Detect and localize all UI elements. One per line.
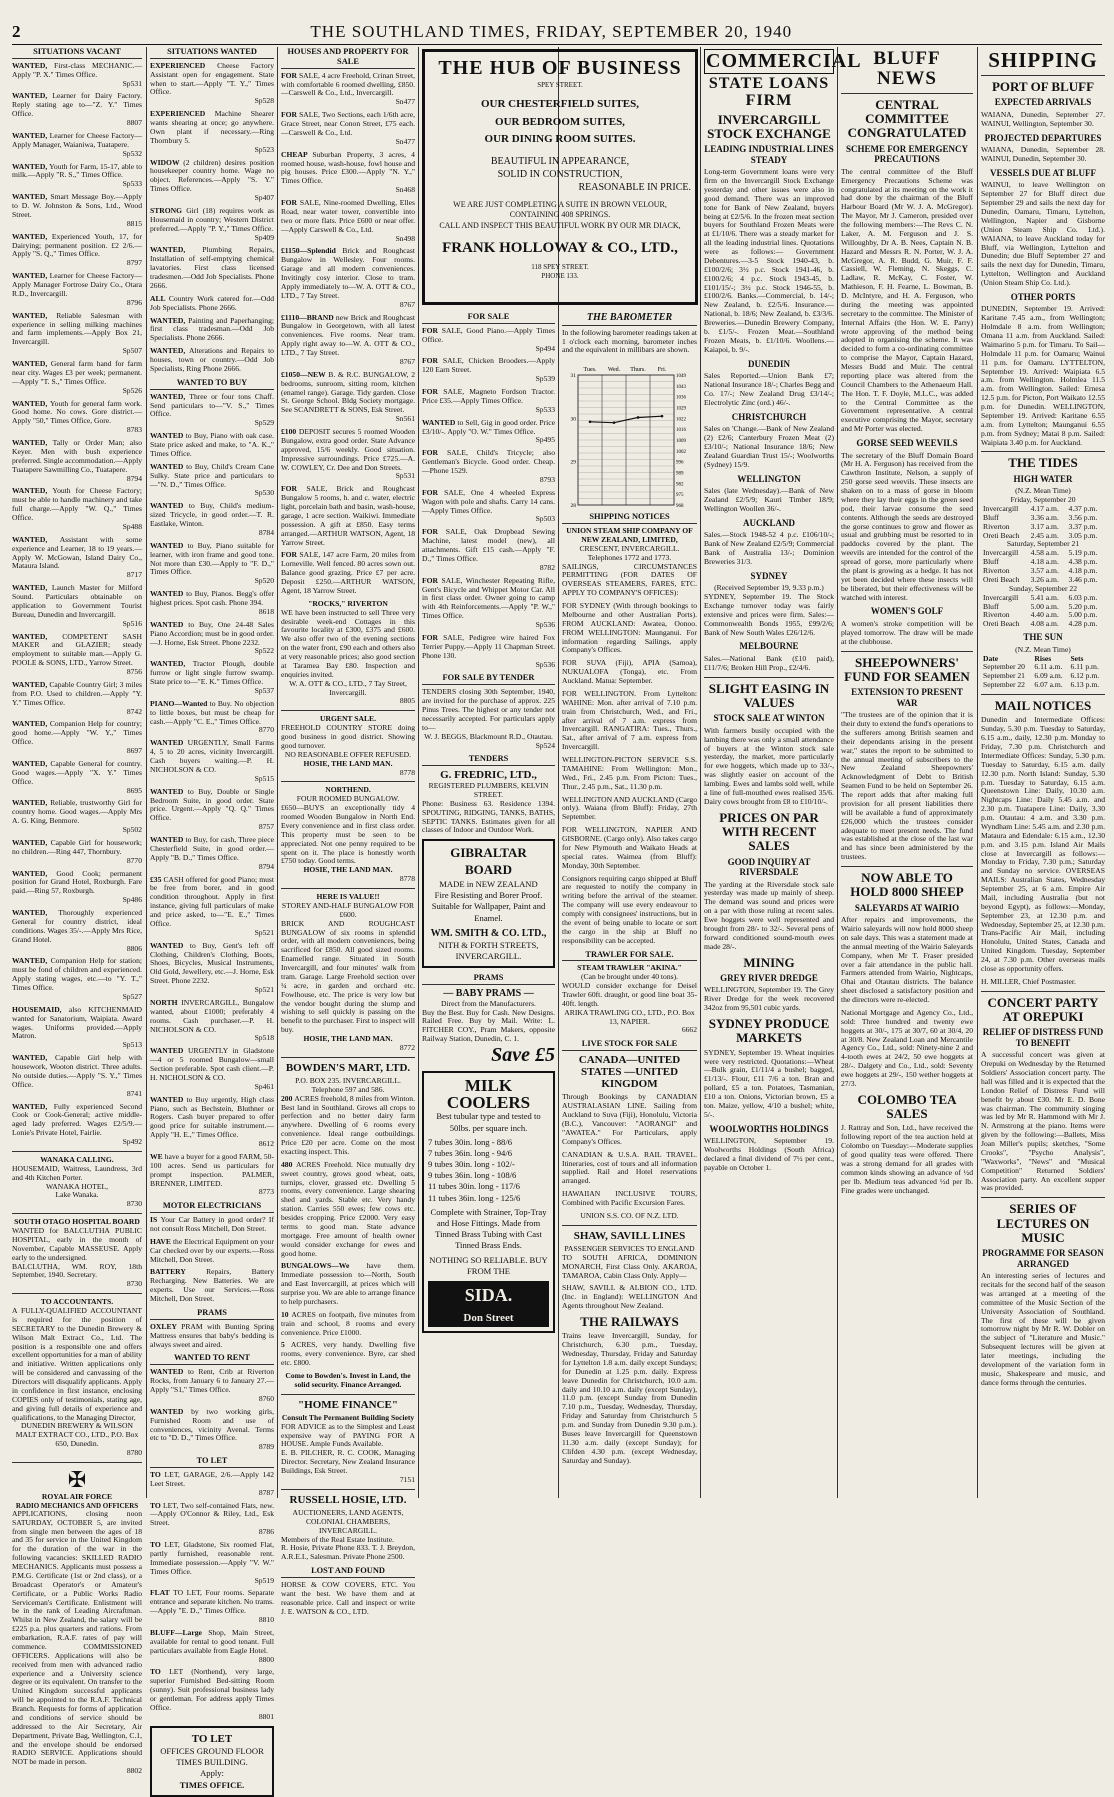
classified-ad: WANTED, Smart Message Boy.—Apply to D. W. Johnston & Sons, Ltd., Wood Street. 8815 — [12, 192, 142, 228]
ad-title: RUSSELL HOSIE, LTD. — [289, 1493, 407, 1506]
millibar-label: 1022 — [676, 417, 686, 423]
tide-row: Invercargill 4.17 a.m. 4.37 p.m. — [983, 503, 1098, 513]
sun-row: September 21 6.09 a.m. 6.12 p.m. — [983, 671, 1100, 681]
classified-ad: FOR SALE, 147 acre Farm, 20 miles from Lorneville. Well fenced. 80 acres sown out. Balance good grazing. Price £7 per acre. Deposit £250.—ARTHUR WATSON, Agent, 18 Yarrow Street. — [281, 550, 415, 595]
ad-title: URGENT SALE. — [320, 714, 376, 724]
classified-ad: WANTED to Buy, Pianos. Begg's offer highest prices. Spot cash. Phone 394. 8618 — [150, 589, 275, 616]
hub-of-business-ad: THE HUB OF BUSINESS SPEY STREET. OUR CHESTERFIELD SUITES, OUR BEDROOM SUITES, OUR DINING ROOM SUITES. BEAUTIFUL IN APPEARANCE, SOLID IN CONSTRUCTION, REASONABLE IN PRICE. WE ARE JUST COMPLETING A SUITE IN BROWN VELOUR, CONTAINING 408 SPRINGS. CALL AND INSPECT THIS BEAUTIFUL WORK BY OUR MR DIACK, FRANK HOLLOWAY & CO., LTD., 118 SPEY STREET. PHONE 133. — [422, 47, 698, 309]
classified-ad: £1150—Splendid Brick and Roughcast Bungalow in Wellesley. Four rooms. Garage and all modern conveniences. Invitingly cosy interior. Close to tram. Apply immediately to—W. A. OTT & CO., LTD., 7 Tay Street. 8767 — [281, 246, 415, 309]
day-label: Wed. — [607, 367, 621, 374]
day-label: Tues. — [583, 367, 597, 374]
section-heading: LOST AND FOUND — [281, 1566, 415, 1578]
column-commercial: COMMERCIAL STATE LOANS FIRM INVERCARGILL STOCK EXCHANGE LEADING INDUSTRIAL LINES STEADY Long-term Government loans were very firm on the Invercargill Stock Exchange yesterday and other issues were also in good demand. There was an improved tone for Bank of New Zealand, buyers being at £2/5/6. In the frozen meat section buyers for Southland Frozen Meats were at £1/10/6. There was a steady market for all the leading industrial lines. Quotations were as follows:— Government Debentures.—3-5 Stock 1940-43, b. £100/2/6; 3½ p.c. Stock 1941-46, b. £100/2/6; 4 p.c. Stock 1943-45, b. £101/15/-; 3½ p.c. Stock 1946-55, b. £100/2/6. Banks.—Commercial, b. 14/-; New Zealand, b. £2/5/6. Insurance.—National, b. 18/6; New Zealand, b. £3/3/6. Breweries.—Dunedin Brewery Company, b. £1/5/-. Frozen Meat.—Southland Frozen Meats, b. £1/10/6. Woollens.—Kaiapoi, b. 9/-. DUNEDIN Sales Reported.—Union Bank £7; National Insurance 18/-; Charles Begg and Co. 17/-; New Zealand Drug £3/14/-; Electrolytic Zinc (ord.) 46/-. CHRISTCHURCH Sales on 'Change.—Bank of New Zealand (2) £2/6; Canterbury Frozen Meat (2) £3/10/-; National Insurance 18/6; New Zealand Guardian Trust 15/-; Woolworths (Sydney) 15/9. WELLINGTON Sales (late Wednesday).—Bank of New Zealand £2/5/9; Kauri Timber 18/9; Wellington Woollen 36/-. AUCKLAND Sales.—Stock 1948-52 4 p.c. £106/10/-; Bank of New Zealand £2/5/9; Commercial Bank of Australia 13/-; Dominion Breweries 31/3. SYDNEY (Received September 19, 9.33 p.m.) SYDNEY, September 19. The Stock Exchange turnover today was fairly extensive and prices were firm. Sales:—Commonwealth Bonds 1955, £99/2/6; Bank of New South Wales £26/12/6. MELBOURNE Sales.—National Bank (£10 paid), £11/7/6; Broken Hill Prop., £2/4/6. SLIGHT EASING IN VALUES STOCK SALE AT WINTON With farmers busily occupied with the lambing there was only a small attendance of buyers at the Winton stock sale yesterday, the market, more particularly for ewe hoggets, which made up to 33/-, was slightly easier on account of the lambing. Ewes and lambs sold well, while a line of full-mouthed ewes realised 35/6. Dairy cows brought from £8 to £10/10/-. PRICES ON PAR WITH RECENT SALES GOOD INQUIRY AT RIVERSDALE The yarding at the Riversdale stock sale yesterday was made up mainly of sheep. The demand was sound and prices were on a par with those ruling at recent sales. Ewe hoggets were well represented and brought from 28/- to 32/-. Several pens of forward conditioned sound-mouth ewes made 28/-. MINING GREY RIVER DREDGE WELLINGTON, September 19. The Grey River Dredge for the week recovered 342oz from 95,501 cubic yards. SYDNEY PRODUCE MARKETS SYDNEY, September 19. Wheat inquiries were very restricted. Quotations:—Wheat—Bulk grain, £1/11/4 a bushel; bagged, £1/13/-. Flour, £11 7/6 a ton. Bran and pollard, £5 a ton. Potatoes, Tasmanian, £10 a ton. Onions, Victorian brown, £5 a ton. Maize, yellow, 4/10 a bushel; white, 5/-. WOOLWORTHS HOLDINGS WELLINGTON, September 19. Woolworths Holdings (South Africa) declared a final dividend of 7½ per cent., payable on October 1. — [704, 50, 862, 1172]
column-bluff-news: BLUFF NEWS CENTRAL COMMITTEE CONGRATULATED SCHEME FOR EMERGENCY PRECAUTIONS The central committee of the Bluff Emergency Precautions Scheme was congratulated at its meeting on the work it had done by the chairman of the Bluff Harbour Board (Mr W. J. A. McGregor). The Mayor, Mr J. Cameron, presided over the following members:—The Revs C. N. Laker, A. M. Ferguson and J. S. Willoughby, Dr A. B. Nees, Captain N. B. Hazard and Messrs R. N. Porter, W. J. A. McGregor, A. R. Budd, G. Muir, F. F. Cassiell, W. Fleming, N. Skeggs, C. Ladlaw, R. McKay, C. Foster, W. Mathieson, F. H. Fearne, L. Bowman, B. D. McIntyre, and H. A. Ferguson, who during the meeting was appointed secretary to the committee. The Minister of Internal Affairs (the Hon. W. E. Parry) wrote approving of the method being adopted in organising the scheme. It was decided to form a co-ordinating committee to comprise the Mayor, Captain Hazard, Messrs Budd and Muir. The central reporting place was altered from the Council Chambers to the Athenaeum Hall. The Hon. T. F. Doyle, M.L.C., was added to the Central Committee as the Government representative. A central executive comprising the Mayor, secretary and Mr Porter was elected. GORSE SEED WEEVILS The secretary of the Bluff Domain Board (Mr H. A. Ferguson) has received from the Cawthron Institute, Nelson, a supply of 250 gorse seed weevils. These insects are shaken on to a mass of gorse in bloom where they lay their eggs in the green seed pod, their larvae consume the seed contents. Although the seeds are destroyed the gorse continues to grow and flower as usual and grubbing must be resorted to in paddocks covered by the plant. The weevils are intended for the control of the spread of gorse, more particularly where the plant is growing as a hedge. It has not yet been decided where these insects will be liberated, but their effectiveness will be watched with interest. WOMEN'S GOLF A women's stroke competition will be played tomorrow. The draw will be made at the clubhouse. SHEEPOWNERS' FUND FOR SEAMEN EXTENSION TO PRESENT WAR "The trustees are of the opinion that it is their duty to extend the fund's operations to the sufferers among British seamen and their dependants arising in the present war," states the report to be submitted to the annual meeting of subscribers to the New Zealand Sheepowners' Acknowledgment of Debt to British Seamen Fund to be held on September 26. The report adds that after making full provision for all present liabilities there will be available a fund of approximately £26,000 which the trustees consider adequate to meet present needs. The fund was established at the close of the last war and has since been administered by the trustees. NOW ABLE TO HOLD 8000 SHEEP SALEYARDS AT WAIRIO After repairs and improvements, the Wairio saleyards will now hold 8000 sheep on sale days. This was a statement made at the annual meeting of the Wairio Saleyards Company, when Mr T. Fraser presided over a fair attendance in the public hall. Farmers attended from Wairio, Nightcaps, Ohai and Otautau districts. The balance sheet disclosed a satisfactory position and the directors were re-elected. National Mortgage and Agency Co., Ltd., sold: Three hundred and twenty ewe hoggets at 30/-, 175 at 30/7, 60 at 30/4, 20 at 30/8. New Zealand Loan and Mercantile Agency Co., Ltd., sold: Ninety-nine 2 and 4-tooth ewes at 24/2, 50 ewe hoggets at 28/-. Dalgety and Co., Ltd., sold: Seventy ewe hoggets at 29/-, 150 wether hoggets at 27/3. COLOMBO TEA SALES J. Rattray and Son, Ltd., have received the following report of the tea auction held at Colombo on Tuesday:—Moderate supplies of good quality teas were offered. There was a strong demand for all grades with common kinds showing an advance of ½d per lb. Medium teas advanced ½d per lb. Fine grades were unchanged. — [841, 48, 973, 1195]
ad: HOUSEMAID, Waitress, Laundress, 3rd and 4th Kitchen Porter. WANAKA HOTEL, Lake Wanaka. 8730 — [12, 1163, 142, 1209]
classified-ad: WANTED, Companion Help for station; must be fond of children and experienced. Apply stating wages, etc.—to "Y. T.," Times Office. Sp527 — [12, 956, 142, 1001]
section-heading: SHIPPING NOTICES — [562, 512, 697, 524]
tide-row: Invercargill 5.41 a.m. 6.03 p.m. — [983, 592, 1098, 602]
section-heading: FOR SALE BY TENDER — [422, 673, 555, 685]
section-heading: PRAMS — [150, 1308, 274, 1320]
millibar-label: 982 — [676, 482, 684, 488]
classified-ad: WANTED to Buy, Child's Cream Cane Sulky. State price and particulars to—"N. D.," Times Office. Sp530 — [150, 461, 274, 498]
classified-ad: WANTED, Learner for Cheese Factory—Apply Manager Fortrose Dairy Co., Otara R.D., Invercargill. 8796 — [12, 271, 143, 307]
section-heading: TRAWLER FOR SALE. — [562, 950, 697, 962]
day-label: Fri. — [657, 367, 667, 374]
classified-ad: WANTED, Capable Girl help with housework, Wooton district. Three adults. No outside duties.—Apply "S. Y.," Times Office. 8741 — [12, 1053, 142, 1098]
sun-table: Date Rises Sets September 20 6.11 a.m. 6.11 p.m. September 21 6.09 a.m. 6.12 p.m. September 22 6.07 a.m. 6.13 p.m. — [981, 655, 1105, 691]
ad: TENDERS closing 30th September, 1940, are invited for the purchase of approx. 225 Pinus Trees. The highest or any tender not necessarily accepted. For particulars apply to— W. J. BEGGS, Blackmount R.D., Otautau. Sp524 — [422, 687, 555, 750]
inch-label: 28 — [570, 503, 576, 510]
classified-ad: NORTH INVERCARGILL, Bungalow wanted, about £1000; preferably 4 rooms. Cash purchaser.—P. H. NICHOLSON & CO. Sp518 — [150, 997, 275, 1043]
classified-ad: WANTED, Tally or Order Man; also Keyer. Men with bush experience preferred. Single accommodation.—Apply Tuatapere Sawmilling Co., Tuatapere. 8794 — [12, 438, 142, 483]
classified-ad: FOR SALE, Nine-roomed Dwelling, Elles Road, near water tower, convertible into two or more flats. Price £600 or near offer.—Apply Carswell & Co., Ltd. Sn498 — [281, 198, 415, 243]
classified-ad: WANTED, Launch Master for Milford Sound. Particulars obtainable on application to Government Tourist Bureau, Dunedin and Invercargill. Sp516 — [12, 583, 142, 628]
classified-ad: WANTED, Reliable, trustworthy Girl for country home. Good wages.—Apply Mrs A. G. King, Benmore. Sp502 — [12, 798, 143, 835]
day-label: Thurs. — [630, 367, 646, 374]
millibar-label: 1016 — [676, 428, 686, 434]
millibar-label: 1009 — [676, 439, 686, 445]
inch-label: 29 — [570, 459, 576, 466]
classified-ad: WIDOW (2 children) desires position housekeeper country home. Wage no object. References.—Apply "S. Y." Times Office. Sp407 — [150, 157, 275, 203]
ad-title: "HOME FINANCE" — [298, 1398, 398, 1411]
classified-ad: FOR SALE, Brick and Roughcast Bungalow 5 rooms, h. and c. water, electric light, porcelain bath and basin, wash-house, garage, 1 acre section. Waikiwi. Immediate possession. A gift at £850. Easy terms arranged.—ARTHUR WATSON, Agent, 18 Yarrow Street. — [281, 484, 415, 547]
classified-ad: FOR SALE, Winchester Repeating Rifle, Gent's Bicycle and Whippet Motor Car. All in first class order. Owner going to camp with 4th Reinforcements.—Apply "P. W.," Times Office. Sp536 — [422, 575, 555, 630]
classified-ad: FOR SALE, Child's Tricycle; also Gentleman's Bicycle. Good order. Cheap.—Phone 1529. 8793 — [422, 448, 556, 484]
ad-title: BOWDEN'S MART, LTD. — [285, 1061, 411, 1074]
tide-row: Bluff 4.18 a.m. 4.38 p.m. — [983, 557, 1098, 567]
millibar-label: 1002 — [676, 450, 686, 456]
classified-ad: BLUFF—Large Shop, Main Street, available for rental to good tenant. Full particulars available from Eagle Hotel. 8800 — [150, 1627, 274, 1664]
classified-ad: WANTED, Learner for Cheese Factory—Apply Manager, Waianiwa, Tuatapere. Sp532 — [12, 130, 143, 158]
ad-list — [12, 62, 142, 1147]
hub-line: OUR DINING ROOM SUITES. — [484, 133, 636, 146]
millibar-label: 975 — [676, 493, 684, 499]
ad-title: WANAKA CALLING. — [40, 1154, 114, 1164]
price-row: 11 tubes 30in. long - 117/6 — [428, 1181, 520, 1192]
millibar-label: 1036 — [676, 395, 686, 401]
classified-ad: WANTED to Buy, for cash, Three piece Chesterfield Suite, in good order.—Apply "B. D.," Times Office. 8794 — [150, 835, 275, 871]
classified-ad: WANTED to Buy, Piano suitable for learner, with iron frame and good tone. Not more than £30.—Apply to "F. D.," Times Office. Sp520 — [150, 540, 275, 586]
pressure-point — [613, 422, 616, 425]
column-situations-wanted — [150, 47, 275, 1790]
classified-ad: 480 ACRES Freehold. Nice mutually dry sweet country, grows good wheat, oats, turnips, clover, grassed etc. Dwelling 5 rooms, every convenience. Large shearing shed and yards. Stable etc. Very handy station. Carries 550 ewes; few cows etc. besides cropping. Price £2000. Very easy terms to good man. State advance mortgage. Free amount of health owner would consider exchange for ewes and good home. — [281, 1159, 415, 1258]
section-heading: SITUATIONS VACANT — [12, 47, 142, 59]
classified-ad: £100 DEPOSIT secures 5 roomed Wooden Bungalow, extra good order. State Advance approved, 15/6 weekly. Good situation. Impressive surroundings. Price £725.—A. W. COWLEY, Cr. Dee and Don Streets. Sp531 — [281, 427, 415, 481]
ad-title: NORTHEND. — [325, 785, 371, 795]
tide-date: Friday, September 20 — [1010, 495, 1076, 505]
gibraltar-board-ad: GIBRALTAR BOARD MADE in NEW ZEALAND Fire Resisting and Borer Proof. Suitable for Wallpaper, Paint and Enamel. WM. SMITH & CO. LTD., NITH & FORTH STREETS, INVERCARGILL. — [422, 839, 555, 968]
section-heading: SITUATIONS WANTED — [150, 47, 274, 59]
tides-table — [981, 496, 1105, 629]
ad-title: ROYAL AIR FORCE — [41, 1491, 113, 1501]
millibar-label: 989 — [676, 471, 684, 477]
tide-row: Bluff 3.36 a.m. 3.56 p.m. — [983, 512, 1098, 522]
ad-title: HERE IS VALUE!! — [316, 892, 380, 902]
ad: Members of the Real Estate Institute. R. Hosie, Private Phone 833. T. J. Breydon, A.R.E.I., Salesman. Private Phone 2500. — [281, 1534, 415, 1562]
classified-ad: FOR SALE, Pedigree wire haired Fox Terrier Puppy.—Apply 11 Chapman Street. Phone 130. Sp536 — [422, 632, 555, 669]
section-heading: TO LET — [150, 1456, 274, 1468]
classified-ad: WANTED, General farm hand for farm near city. Wages £3 per week; permanent.—Apply "T. S.," Times Office. Sp526 — [12, 359, 142, 395]
classified-ad: WANTED, Thoroughly experienced General for country district, ideal conditions. Wages 35/-.—Apply Mrs Rice, Grand Hotel. 8806 — [12, 908, 142, 953]
ad-title: "ROCKS," RIVERTON — [308, 598, 388, 608]
ad: WOULD consider exchange for Deisel Trawler 60ft. draught, or good line boat 35-40ft. length. ARIKA TRAWLING CO., LTD., P.O. Box 13, NAPIER. 6662 — [562, 981, 697, 1035]
classified-ad: BUNGALOWS—We have them. Immediate possession to—North, South and East Invercargill, at prices which will surprise you. We are able to arrange finance to help purchasers. — [281, 1261, 415, 1306]
classified-ad: WANTED to Buy, Gent's left off Clothing, Children's Clothing, Boots, Shoes, Bicycles, Musical Instruments, Old Gold, Jewellery, etc.—J. Horne, Esk Street. Phone 2232. Sp521 — [150, 940, 274, 995]
classified-ad: WANTED, Painting and Paperhanging; first class tradesman.—Odd Job Specialists. Phone 2666. — [150, 315, 274, 343]
classified-ad: WANTED, Fully experienced Second Cook or Cook-General; active middle-aged lady preferred. Wages £2/5/9.—Lonie's Private Hotel, Fairlie. Sp492 — [12, 1101, 142, 1147]
price-row: 11 tubes 36in. long - 125/6 — [428, 1192, 521, 1203]
raf-crest-icon: ✠ — [67, 1466, 87, 1492]
classified-ad: WANTED, Experienced Youth, 17, for Dairying; permanent position. £2 2/6.—Apply "S. Q.," Times Office. 8797 — [12, 231, 142, 268]
millibar-label: 1043 — [676, 385, 686, 391]
column-situations-vacant: SITUATIONS VACANT WANTED, First-class MECHANIC.—Apply "P. X." Times Office. Sp531 WANTED, Learner for Dairy Factory. Reply stating age to—"Z. Y." Times Office. 8807 WANTED, Learner for Cheese Factory—Apply Manager, Waianiwa, Tuatapere. Sp532 WANTED, Youth for Farm, 15-17, able to milk.—Apply "R. S.," Times Office. Sp533 WANTED, Smart Message Boy.—Apply to D. W. Johnston & Sons, Ltd., Wood Street. 8815 WANTED, Experienced Youth, 17, for Dairying; permanent position. £2 2/6.—Apply "S. Q.," Times Office. 8797 WANTED, Learner for Cheese Factory—Apply Manager Fortrose Dairy Co., Otara R.D., Invercargill. 8796 WANTED, Reliable Salesman with experience in selling milking machines and farm implements.—Apply Box 21, Invercargill. Sp507 WANTED, General farm hand for farm near city. Wages £3 per week; permanent.—Apply "T. S.," Times Office. Sp526 WANTED, Youth for general farm work. Good home. No cows. Gore district.—Apply "50," Times Office, Gore. 8783 WANTED, Tally or Order Man; also Keyer. Men with bush experience preferred. Single accommodation.—Apply Tuatapere Sawmilling Co., Tuatapere. 8794 WANTED, Youth for Cheese Factory; must be able to handle machinery and take full charge.—Apply "W. Q.," Times Office. Sp488 WANTED, Assistant with some experience and Learner, 18 to 19 years.—Apply W. McGowan, Island Dairy Co., Mataura Island. 8717 WANTED, Launch Master for Milford Sound. Particulars obtainable on application to Government Tourist Bureau, Dunedin and Invercargill. Sp516 WANTED, COMPETENT SASH MAKER and GLAZIER; steady employment to suitable man.—Apply G. POOLE & SONS, LTD., Yarrow Street. 8756 WANTED, Capable Country Girl; 3 miles from P.O. Used to children.—Apply "Y. Y." Times Office. 8742 WANTED, Companion Help for country; good home.—Apply "W. Y.," Times Office. 8697 WANTED, Capable General for country. Good wages.—Apply "X. Y." Times Office. 8695 WANTED, Reliable, trustworthy Girl for country home. Good wages.—Apply Mrs A. G. King, Benmore. Sp502 WANTED, Capable Girl for housework; no children.—Ring 447, Thornbury. 8770 WANTED, Good Cook; permanent position for Grand Hotel, Roxburgh. Fare paid.—Ring 57, Roxburgh. Sp486 WANTED, Thoroughly experienced General for country district, ideal conditions. Wages 35/-.—Apply Mrs Rice, Grand Hotel. 8806 WANTED, Companion Help for station; must be fond of children and experienced. Apply stating wages, etc.—to "Y. T.," Times Office. Sp527 HOUSEMAID, also KITCHENMAID wanted for Sanatorium, Waipiata. Award wages. Uniforms provided.—Apply Matron. Sp513 WANTED, Capable Girl help with housework, Wooton district. Three adults. No outside duties.—Apply "S. Y.," Times Office. 8741 WANTED, Fully experienced Second Cook or Cook-General; active middle-aged lady preferred. Wages £2/5/9.—Lonie's Private Hotel, Fairlie. Sp492 WANAKA CALLING. HOUSEMAID, Waitress, Laundress, 3rd and 4th Kitchen Porter. WANAKA HOTEL, Lake Wanaka. 8730 SOUTH OTAGO HOSPITAL BOARD WANTED for BALCLUTHA PUBLIC HOSPITAL, early in the month of November, Capable MASSEUSE. Apply early to the undersigned. BALCLUTHA, WM. ROY, 18th September, 1940. Secretary. 8730 TO ACCOUNTANTS. A FULLY-QUALIFIED ACCOUNTANT is required for the position of SECRETARY to the Dunedin Brewery & Wilson Malt Extract Co., Ltd. The position is a responsible one and offers excellent opportunities for a man of ability and initiative. Written applications only will be considered and canvassing of the Directors will disqualify applicants. Apply in confidence in first instance, enclosing COPIES only of testimonials, stating age, and giving full details of experience and qualifications, to the Managing Director, DUNEDIN BREWERY & WILSON MALT EXTRACT CO., LTD., P.O. Box 650, Dunedin. 8780 ✠ ROYAL AIR FORCE RADIO MECHANICS AND OFFICERS APPLICATIONS, closing noon SATURDAY, OCTOBER 5, are invited from single men between the ages of 18 and 35 for service in the United Kingdom for the duration of the war in the following vacancies: SKILLED RADIO MECHANICS. Applicants must possess a P.M.G. Certificate (1st or 2nd class), or a Broadcast Operator's or Amateur's Certificate, or a Public Works Radio Serviceman's Certificate. Enlistment will be in the rank of Leading Aircraftman. Whilst in New Zealand, the salary will be £225 p.a. plus quarters and rations. From embarkation, R.A.F. rates of pay will commence. COMMISSIONED OFFICERS. Applications will also be received from men with advanced radio experience and a University science degree or its equivalent. On transfer to the United Kingdom successful applicants will be appointed to the R.A.F. Technical Branch. Requests for forms of application and conditions of service should be addressed to the Air Secretary, Air Department, Private Bag, Wellington, C.1, and the envelope should be endorsed RADIO SERVICE. Applications should NOT be made in person. 8802 — [12, 47, 143, 1776]
page-number: 2 — [12, 22, 21, 41]
section-heading: MOTOR ELECTRICIANS — [150, 1201, 274, 1213]
classified-ad: OXLEY PRAM with Bunting Spring Mattress ensures that baby's bedding is always sweet and aired. — [150, 1321, 274, 1349]
pressure-point — [637, 416, 640, 419]
sida-logo: SIDA. — [428, 1281, 549, 1310]
classified-ad: WANTED, Youth for general farm work. Good home. No cows. Gore district.—Apply "50," Times Office, Gore. 8783 — [12, 398, 142, 435]
pressure-point — [661, 415, 664, 418]
classified-ad: TO LET, Two self-contained Flats, new.—Apply O'Connor & Riley, Ltd., Esk Street. 8786 — [150, 1500, 274, 1537]
classified-ad: TO LET, GARAGE, 2/6.—Apply 142 Leet Street. 8787 — [150, 1469, 275, 1497]
ad: A FULLY-QUALIFIED ACCOUNTANT is required for the position of SECRETARY to the Dunedin Brewery & Wilson Malt Extract Co., Ltd. The position is a responsible one and offers excellent opportunities for a man of ability and initiative. Written applications only will be considered and canvassing of the Directors will disqualify applicants. Apply in confidence in first instance, enclosing COPIES only of testimonials, stating age, and giving full details of experience and qualifications, to the Managing Director, DUNEDIN BREWERY & WILSON MALT EXTRACT CO., LTD., P.O. Box 650, Dunedin. 8780 — [12, 1306, 142, 1458]
classified-ad: TO LET (Northend), very large, superior Furnished Bed-sitting Room (sunny). Suit professional business lady or gentleman. For address apply Times Office. 8801 — [150, 1667, 275, 1721]
hub-line: OUR BEDROOM SUITES, — [495, 115, 625, 128]
section-heading: FOR SALE — [422, 312, 555, 324]
column-barometer-shipping: THE BAROMETER In the following barometer readings taken at 1 o'clock each morning, barometer inches and the equivalent in millibars are shown. Tues. Wed. Thurs. Fri. 31 30 29 28 1049 1043 1036 1029 1022 1016 1009 1002 996 989 982 975 968 SHIPPING NOTICES UNION STEAM SHIP COMPANY OF NEW ZEALAND, LIMITED, CRESCENT, INVERCARGILL. Telephones 1772 and 1773. SAILINGS, CIRCUMSTANCES PERMITTING (FOR DATES OF OVERSEAS STEAMERS, FARES, ETC. APPLY TO COMPANY'S OFFICES): FOR SYDNEY (With through bookings to Melbourne and other Australian Ports). FROM AUCKLAND: Awatea, Oonoo. FROM WELLINGTON: Maunganui. For information regarding Sailings, apply Company's Offices. FOR SUVA (Fiji), APIA (Samoa), NUKUALOFA (Tonga), etc. From Auckland. Matua: September. FOR WELLINGTON. From Lyttelton: WAHINE: Mon. after arrival of 7.10 p.m. train from Christchurch, Wed., and Fri., after arrival of 7 a.m. express from Invercargill. RANGATIRA: Tues., Thurs., Sat., after arrival of 7 a.m. express from Invercargill. WELLINGTON-PICTON SERVICE S.S. TAMAHINE: From Wellington: Mon., Wed., Fri., 2.45 p.m. From Picton: Tues., Thur., 2.45 p.m., Sat., 11.30 p.m. WELLINGTON AND AUCKLAND (Cargo only). Waiana (from Bluff): Friday, 27th September. FOR WELLINGTON, NAPIER AND GISBORNE. (Cargo only). Also takes cargo for New Plymouth and Waikato Heads at special rates. Waimea (from Bluff): Monday, 30th September. Consignors requiring cargo shipped at Bluff are requested to notify the company in writing before the arrival of the steamer. The company will use every endeavour to comply with consignees' instructions, but in the event of being unable to locate or sort the cargo in the ship at Bluff no responsibility can be accepted. TRAWLER FOR SALE. STEAM TRAWLER "AKINA." (Can be brought under 40 tons). WOULD consider exchange for Deisel Trawler 60ft. draught, or good line boat 35-40ft. length. ARIKA TRAWLING CO., LTD., P.O. Box 13, NAPIER. 6662 LIVE STOCK FOR SALE CANADA—UNITED STATES —UNITED KINGDOM Through Bookings by CANADIAN AUSTRALASIAN LINE. Sailing from Auckland to Suva (Fiji), Honolulu, Victoria (B.C.), Vancouver: "AORANGI" and "AWATEA." For Particulars, apply Company's Offices. CANADIAN & U.S.A. RAIL TRAVEL. Itineraries, cost of tours and all information supplied. Rail and Hotel reservations arranged. HAWAIIAN INCLUSIVE TOURS, Combined with Pacific Excursion Fares. UNION S.S. CO. OF N.Z. LTD. SHAW, SAVILL LINES PASSENGER SERVICES TO ENGLAND TO SOUTH AFRICA, DOMINION MONARCH, First Class Only. AKAROA, TAMAROA, Cabin Class Only. Apply— SHAW, SAVILL & ALBION CO., LTD. (Inc. in England): WELLINGTON And Agents throughout New Zealand. THE RAILWAYS Trains leave Invercargill, Sunday, for Christchurch, 6.30 p.m., Tuesday, Wednesday, Thursday, Friday and Saturday for Lyttelton 1.8 a.m. daily except Sundays; for Dunedin at 1.25 p.m. daily. Express leave Dunedin for Christchurch, 10.0 a.m. daily and 10.10 a.m. daily (except Sunday), 11.0 p.m. (except Sunday from Dunedin 7.10 p.m., Tuesday, Wednesday, Thursday, Friday and Saturday from Christchurch 5 p.m. and Sunday from Dunedin 9.30 p.m.). Buses leave Invercargill for Queenstown 11.30 a.m. daily (except Sunday); for Clifden 4.30 p.m. (except Wednesday, Saturday and Sunday). — [562, 312, 697, 1465]
price-row: 9 tubes 30in. long - 102/- — [428, 1159, 515, 1170]
inch-label: 31 — [570, 373, 576, 380]
classified-ad: WANTED to Buy, Double or Single Bedroom Suite, in good order. State price. Urgent.—Apply "Q. Q." Times Office. 8757 — [150, 786, 274, 832]
classified-ad: WANTED, Learner for Dairy Factory. Reply stating age to—"Z. Y." Times Office. 8807 — [12, 91, 142, 128]
classified-ad: FOR SALE, 4 acre Freehold, Crinan Street, with comfortable 6 roomed dwelling, £850.—Carswell & Co., Ltd., Invercargill. Sn477 — [281, 70, 416, 107]
classified-ad: 10 ACRES on footpath, five minutes from train and school, 8 rooms and every convenience. Price £1000. — [281, 1309, 415, 1337]
column-shipping: SHIPPING PORT OF BLUFF EXPECTED ARRIVALS WAIANA, Dunedin, September 27. WAINUI, Wellington, September 30. PROJECTED DEPARTURES WAIANA, Dunedin, September 28. WAINUI, Dunedin, September 30. VESSELS DUE AT BLUFF WAINUI, to leave Wellington on September 27 for Bluff direct due September 29 and sails the next day for Dunedin, Oamaru, Timaru, Lyttelton, Wellington, Napier and Gisborne (Union Steam Ship Co. Ltd.). WAIANA, to leave Auckland today for Bluff, via Wellington, Lyttelton and Dunedin; due Bluff September 27 and sails the next day for Dunedin, Timaru, Lyttelton, Wellington and Auckland (Union Steam Ship Co. Ltd.). OTHER PORTS DUNEDIN, September 19. Arrived: Karitane 7.45 a.m., from Wellington; Holmdale 8 a.m. from Wellington; Omana 11 a.m. from Auckland. Sailed: Waimarino 5 p.m. for Timaru. To Sail—Holmdale 11 p.m. for Oamaru; Wainui 11 p.m. for Oamaru. LYTTELTON, September 19. Arrived: Waipiata 6.5 a.m. from Wellington. Holmlea 11.5 a.m. from Wellington. Sailed: Ernesa 12.5 p.m. for Picton, Port Waikato 12.55 p.m. for Dunedin. WELLINGTON, September 19. Arrived: Karitane 6.55 a.m. from Lyttelton; Maunganui 6.55 p.m. from Sydney; Matai 8 p.m. Sailed: Waipiata 3.40 p.m. for Auckland. THE TIDES HIGH WATER (N.Z. Mean Time) Friday, September 20 Invercargill 4.17 a.m. 4.37 p.m. Bluff 3.36 a.m. 3.56 p.m. Riverton 3.17 a.m. 3.37 p.m. Oreti Beach 2.45 a.m. 3.05 p.m. Saturday, September 21 Invercargill 4.58 a.m. 5.19 p.m. Bluff 4.18 a.m. 4.38 p.m. Riverton 3.57 a.m. 4.18 p.m. Oreti Beach 3.26 a.m. 3.46 p.m. Sunday, September 22 Invercargill 5.41 a.m. 6.03 p.m. Bluff 5.00 a.m. 5.20 p.m. Riverton 4.40 a.m. 5.00 p.m. Oreti Beach 4.08 a.m. 4.28 p.m. THE SUN (N.Z. Mean Time) Date Rises Sets September 20 6.11 a.m. 6.11 p.m. September 21 6.09 a.m. 6.12 p.m. September 22 6.07 a.m. 6.13 p.m. MAIL NOTICES Dunedin and Intermediate Offices: Sunday, 5.30 p.m. Tuesday to Saturday, 6.15 a.m., daily, 12.30 p.m. Monday to Friday, 7.30 p.m. Christchurch and Intermediate Offices: Sunday, 5.30 p.m. Tuesday to Saturday, 6.15 a.m. daily 12.30 p.m. North Island: Sunday, 5.30 p.m. Tuesday to Saturday, 6.15 a.m. Queenstown Line: Daily, 10.30 a.m. Nightcaps Line: Daily 5.45 a.m. and 2.30 p.m. Tuatapere Line: Daily, 3.30 p.m. Otautau: 4 a.m. and 3.30 p.m. Wyndham Line: 5.45 a.m. and 2.30 p.m. Mataura and Edendale: 6.15 a.m., 12.30 p.m. and 3.15 p.m. Island Air Mails close at Invercargill as follows:—Monday to Friday, 7.30 p.m.; Saturday and Sunday no service. OVERSEAS MAILS: Australian States, Wednesday September 25, at 6 a.m. Empire Air Mail, including Australia (but not beyond Egypt), as follows:—Monday, September 23, at 12.30 p.m. and Wednesday, September 25, at 12.30 p.m. Trans-Pacific Air Mail, including Honolulu, United States, Canada and United Kingdom. Tuesday, September 24, at 7.30 p.m. Other overseas mails close as opportunity offers. H. MILLER, Chief Postmaster. CONCERT PARTY AT OREPUKI RELIEF OF DISTRESS FUND TO BENEFIT A successful concert was given at Orepuki on Wednesday by the Returned Soldiers' Association concert party. The hall was filled and it is expected that the London Relief of Distress Fund will benefit by about £30. Mr E. D. Bone was chairman. The community singing was led by Mr R. Hammond with Mr J. N. Armstrong at the piano. Items were given by the following:—Ballets, Miss Joan Miller's pupils; sketches, "Some Crooks", "Psycho Analysis", "Waxworks", "News" and "Musical Competition" Returned Soldiers' Association party. An excellent supper was provided. SERIES OF LECTURES ON MUSIC PROGRAMME FOR SEASON ARRANGED An interesting series of lectures and recitals for the second half of the season was arranged at a meeting of the committee of the Music Section of the University Association of Southland. The first of these will be given tomorrow night by Mr R. W. Dobler on the subject of "Literature and Music." Subsequent lectures will be given at later meetings, including the development of the variation form in music, Shakespeare and music, and dance forms through the centuries. — [981, 48, 1105, 1387]
ad-title: SOUTH OTAGO HOSPITAL BOARD — [14, 1217, 140, 1227]
classified-ad: HOUSEMAID, also KITCHENMAID wanted for Sanatorium, Waipiata. Award wages. Uniforms provided.—Apply Matron. Sp513 — [12, 1004, 142, 1050]
offices-ad: TO LET OFFICES GROUND FLOOR TIMES BUILDING. Apply: TIMES OFFICE. — [150, 1726, 274, 1797]
tide-row: Invercargill 4.58 a.m. 5.19 p.m. — [983, 548, 1098, 558]
tide-row: Riverton 3.57 a.m. 4.18 p.m. — [983, 566, 1098, 576]
classified-ad: WANTED, Good Cook; permanent position for Grand Hotel, Roxburgh. Fare paid.—Ring 57, Roxburgh. Sp486 — [12, 868, 142, 905]
hub-line: OUR CHESTERFIELD SUITES, — [480, 98, 640, 111]
shipping-heading: SHIPPING — [988, 48, 1098, 72]
section-heading: TENDERS — [422, 754, 555, 766]
ad: HORSE & COW COVERS, ETC. You want the best. We have them and at reasonable price. Call and inspect or write J. E. WATSON & CO., LTD. — [281, 1580, 415, 1616]
tide-row: Oreti Beach 4.08 a.m. 4.28 p.m. — [983, 619, 1098, 629]
classified-ad: WANTED to Rent, Crib at Riverton Rocks, from January 6 to January 27.—Apply "S1," Times Office. 8760 — [150, 1367, 275, 1403]
milk-coolers-ad: MILK COOLERS Best tubular type and tested to 50lbs. per square inch. 7 tubes 30in. long - 88/6 7 tubes 36in. long - 94/6 9 tubes 30in. long - 102/- 9 tubes 36in. long - 108/6 11 tubes 30in. long - 117/6 11 tubes 36in. long - 125/6 Complete with Strainer, Top-Tray and Hose Fittings. Made from Tinned Brass Tubing with Cast Tinned Brass Ends. NOTHING SO RELIABLE. BUY FROM THE SIDA. Don Street — [422, 1071, 555, 1332]
commercial-heading: COMMERCIAL — [706, 50, 862, 72]
classified-ad: IS Your Car Battery in good order? If not consult Ross Mitchell, Don Street. — [150, 1215, 274, 1233]
tide-row: Riverton 4.40 a.m. 5.00 p.m. — [983, 610, 1098, 620]
tide-date: Saturday, September 21 — [1006, 539, 1080, 549]
barometer-chart — [562, 359, 697, 509]
classified-ad: WANTED to Sell, Gig in good order. Price £3/10/-. Apply "O. W." Times Office. Sp495 — [422, 417, 555, 445]
classified-ad: £35 CASH offered for good Piano; must be free from borer, and in good condition throughout. Apply in first instance, giving full particulars of make and price asked, to—"E. E.," Times Office. Sp521 — [150, 874, 274, 937]
section-heading: HOUSES AND PROPERTY FOR SALE — [281, 47, 415, 69]
tide-date: Sunday, September 22 — [1008, 583, 1078, 593]
ad: Phone: Business 63. Residence 1394. SPOUTING, RIDGING, TANKS, BATHS, SEPTIC TANKS. Estimates given for all classes of Indoor and Outdoor Work. — [422, 798, 555, 835]
section-heading: WANTED TO RENT — [150, 1353, 274, 1365]
classified-ad: WANTED to Buy, Piano with oak case. State price asked and make, to "A. K.," Times Office. — [150, 431, 274, 458]
ad: WANTED for BALCLUTHA PUBLIC HOSPITAL, early in the month of November, Capable MASSEUSE. Apply early to the undersigned. BALCLUTHA, WM. ROY, 18th September, 1940. Secretary. 8730 — [12, 1226, 142, 1289]
pressure-point — [589, 421, 592, 424]
classified-ad: WANTED, Capable General for country. Good wages.—Apply "X. Y." Times Office. 8695 — [12, 758, 143, 795]
classified-ad: WANTED, Plumbing Repairs, Installation of self-emptying chemical lavatories. First class licensed tradesmen.—Odd Job Specialists. Phone 2666. — [150, 245, 274, 290]
classified-ad: PIANO—Wanted to Buy. No objection to little boxes, but must be cheap for cash.—Apply "C. E.," Times Office. 8770 — [150, 698, 274, 735]
millibar-label: 996 — [676, 460, 684, 466]
ad: Buy the Best. Buy for Cash. New Designs. Railed Free. Buy by Mail. Write: L. FITCHER COY., Pram Makers, opposite Railway Station, Dunedin, C. 1. Save £5 — [422, 1007, 555, 1067]
section-heading: PRAMS — [422, 973, 555, 985]
millibar-label: 968 — [676, 504, 684, 510]
classified-ad: FOR SALE, One 4 wheeled Express Wagon with pole and shafts. Carry 14 cans.—Apply Times Office. Sp503 — [422, 487, 555, 524]
ad: APPLICATIONS, closing noon SATURDAY, OCTOBER 5, are invited from single men between the ages of 18 and 35 for service in the United Kingdom for the duration of the war in the following vacancies: SKILLED RADIO MECHANICS. Applicants must possess a P.M.G. Certificate (1st or 2nd class), or a Broadcast Operator's or Amateur's Certificate, or a Public Works Radio Serviceman's Certificate. Enlistment will be in the rank of Leading Aircraftman. Whilst in New Zealand, the salary will be £225 p.a. plus quarters and rations. From embarkation, R.A.F. rates of pay will commence. COMMISSIONED OFFICERS. Applications will also be received from men with advanced radio experience and a University science degree or its equivalent. On transfer to the United Kingdom successful applicants will be appointed to the R.A.F. Technical Branch. Requests for forms of application and conditions of service should be addressed to the Air Secretary, Air Department, Private Bag, Wellington, C.1, and the envelope should be endorsed RADIO SERVICE. Applications should NOT be made in person. 8802 — [12, 1508, 142, 1776]
ad: £650—BUYS an exceptionally tidy 4 roomed Wooden Bungalow in North End. Every convenience and in first class order. This property must be seen to be appreciated. Not one penny required to be spent on it. The place is honestly worth £750 today. Good terms. HOSIE, THE LAND MAN. 8778 — [281, 803, 415, 884]
classified-ad: FOR SALE, Good Piano.—Apply Times Office. Sp494 — [422, 325, 555, 353]
section-heading: LIVE STOCK FOR SALE — [562, 1039, 697, 1051]
classified-ad: WANTED, Reliable Salesman with experience in selling milking machines and farm implements.—Apply Box 21, Invercargill. Sp507 — [12, 310, 142, 356]
ad: BRICK AND ROUGHCAST BUNGALOW of six rooms in splendid order, with all modern conveniences, being sacrificed for £850. All good sized rooms. Enamelled range. Situated in South Invercargill, and four minutes' walk from tram. Garage. Large Freehold section over ¼ acre, in garden and orchard etc. Fowlhouse, etc. The price is very low but the vendor bought during the slump and wishing to sell quickly is passing on the benefit to the purchaser. First to inspect will buy. HOSIE, THE LAND MAN. 8772 — [281, 918, 415, 1052]
classified-ad: WANTED, Youth for Cheese Factory; must be able to handle machinery and take full charge.—Apply "W. Q.," Times Office. Sp488 — [12, 486, 142, 531]
price-row: 7 tubes 36in. long - 94/6 — [428, 1147, 513, 1158]
classified-ad: WANTED, Alterations and Repairs to houses, town or country.—Odd Job Specialists, Ring Phone 2666. — [150, 346, 274, 373]
classified-ad: £1050—NEW B. & R.C. BUNGALOW, 2 bedrooms, sunroom, sitting room, kitchen (enamel range). Garage. Tidy garden. Close St. George School. Bldg Society mortgage. See SCANDRETT & SONS, Esk Street. Sn561 — [281, 369, 415, 424]
classified-ad: 200 ACRES freehold, 8 miles from Winton. Best land in Southland. Grows all crops to perfection and no better dairy farm anywhere. Dwelling of 6 rooms every convenience. Ideal range outbuildings. Price £20 per acre. Come on the most exacting inspect. This. — [281, 1093, 415, 1156]
classified-ad: WE have a buyer for a good FARM, 50-100 acres. Send us particulars for prompt inspection. PALMER, BRENNER, LIMITED. 8773 — [150, 1151, 274, 1197]
classified-ad: WANTED to Buy urgently, High class Piano, such as Bechstein, Bluthner or Rogers. Cash buyer prepared to offer good price for suitable instrument.—Apply "H. E.," Times Office. 8612 — [150, 1094, 274, 1149]
classified-ad: BATTERY Repairs, Battery Recharging. New Batteries. We are experts. Use our Services.—Ross Mitchell, Don Street. — [150, 1267, 274, 1304]
inch-label: 30 — [570, 416, 576, 423]
tide-row: Riverton 3.17 a.m. 3.37 p.m. — [983, 521, 1098, 531]
column-for-sale: FOR SALE FOR SALE, Good Piano.—Apply Times Office. Sp494 FOR SALE, Chicken Brooders.—Apply 120 Earn Street. Sp539 FOR SALE, Magneto Fordson Tractor. Price £35.—Apply Times Office. Sp533 WANTED to Sell, Gig in good order. Price £3/10/-. Apply "O. W." Times Office. Sp495 FOR SALE, Child's Tricycle; also Gentleman's Bicycle. Good order. Cheap.—Phone 1529. 8793 FOR SALE, One 4 wheeled Express Wagon with pole and shafts. Carry 14 cans.—Apply Times Office. Sp503 FOR SALE, Oak Dropbead Sewing Machine, latest model (new), all attachments. Gift £15 cash.—Apply "F. D.," Times Office. 8782 FOR SALE, Winchester Repeating Rifle, Gent's Bicycle and Whippet Motor Car. All in first class order. Owner going to camp with 4th Reinforcements.—Apply "P. W.," Times Office. Sp536 FOR SALE, Pedigree wire haired Fox Terrier Puppy.—Apply 11 Chapman Street. Phone 130. Sp536 FOR SALE BY TENDER TENDERS closing 30th September, 1940, are invited for the purchase of approx. 225 Pinus Trees. The highest or any tender not necessarily accepted. For particulars apply to— W. J. BEGGS, Blackmount R.D., Otautau. Sp524 TENDERS G. FREDRIC, LTD., REGISTERED PLUMBERS, KELVIN STREET. Phone: Business 63. Residence 1394. SPOUTING, RIDGING, TANKS, BATHS, SEPTIC TANKS. Estimates given for all classes of Indoor and Outdoor Work. GIBRALTAR BOARD MADE in NEW ZEALAND Fire Resisting and Borer Proof. Suitable for Wallpaper, Paint and Enamel. WM. SMITH & CO. LTD., NITH & FORTH STREETS, INVERCARGILL. PRAMS — BABY PRAMS — Direct from the Manufacturers. Buy the Best. Buy for Cash. New Designs. Railed Free. Buy by Mail. Write: L. FITCHER COY., Pram Makers, opposite Railway Station, Dunedin, C. 1. Save £5 MILK COOLERS Best tubular type and tested to 50lbs. per square inch. 7 tubes 30in. long - 88/6 7 tubes 36in. long - 94/6 9 tubes 30in. long - 102/- 9 tubes 36in. long - 108/6 11 tubes 30in. long - 117/6 11 tubes 36in. long - 125/6 Complete with Strainer, Top-Tray and Hose Fittings. Made from Tinned Brass Tubing with Cast Tinned Brass Ends. NOTHING SO RELIABLE. BUY FROM THE SIDA. Don Street — [422, 312, 555, 1498]
save-price-tag: Save £5 — [491, 1044, 555, 1067]
classified-ad: FOR SALE, Chicken Brooders.—Apply 120 Earn Street. Sp539 — [422, 356, 555, 384]
price-row: 9 tubes 36in. long - 108/6 — [428, 1170, 517, 1181]
classified-ad: FLAT TO LET, Four rooms. Separate entrance and separate kitchen. No trams.—Apply "E. D.," Times Office. 8810 — [150, 1588, 274, 1625]
millibar-label: 1029 — [676, 406, 686, 412]
classified-ad: WANTED, Assistant with some experience and Learner, 18 to 19 years.—Apply W. McGowan, Island Dairy Co., Mataura Island. 8717 — [12, 534, 142, 580]
classified-ad: WANTED by two working girls, Furnished Room and use of conveniences, vicinity Avenal. Terms etc to "D. D.," Times Office. 8789 — [150, 1406, 274, 1452]
masthead — [12, 20, 1102, 45]
classified-ad: WANTED, Tractor Plough, double furrow or light single furrow swamp. State price to—"E. K." Times Office. Sp537 — [150, 659, 274, 695]
classified-ad: 5 ACRES, very handy. Dwelling five rooms, every convenience. Byre, car shed etc. £800. — [281, 1340, 415, 1368]
classified-ad: WANTED, Capable Country Girl; 3 miles from P.O. Used to children.—Apply "Y. Y." Times Office. 8742 — [12, 679, 142, 716]
classified-ad: £1110—BRAND new Brick and Roughcast Bungalow in Georgetown, with all latest conveniences. Five rooms. Near tram. Apply right away to—W. A. OTT & CO., LTD., 7 Tay Street. 8767 — [281, 312, 415, 366]
column-property-for-sale: HOUSES AND PROPERTY FOR SALE FOR SALE, 4 acre Freehold, Crinan Street, with comfortable 6 roomed dwelling, £850.—Carswell & Co., Ltd., Invercargill. Sn477 FOR SALE, Two Sections, each 1/6th acre, Grace Street, near Conon Street, £75 each.—Carswell & Co., Ltd. Sn477 CHEAP Suburban Property, 3 acres, 4 roomed house, wash-house, fowl house and pig houses. Price £300.—Apply "N. Y.," Times Office. Sn468 FOR SALE, Nine-roomed Dwelling, Elles Road, near water tower, convertible into two or more flats. Price £600 or near offer.—Apply Carswell & Co., Ltd. Sn498 £1150—Splendid Brick and Roughcast Bungalow in Wellesley. Four rooms. Garage and all modern conveniences. Invitingly cosy interior. Close to tram. Apply immediately to—W. A. OTT & CO., LTD., 7 Tay Street. 8767 £1110—BRAND new Brick and Roughcast Bungalow in Georgetown, with all latest conveniences. Five rooms. Near tram. Apply right away to—W. A. OTT & CO., LTD., 7 Tay Street. 8767 £1050—NEW B. & R.C. BUNGALOW, 2 bedrooms, sunroom, sitting room, kitchen (enamel range). Garage. Tidy garden. Close St. George School. Bldg Society mortgage. See SCANDRETT & SONS, Esk Street. Sn561 £100 DEPOSIT secures 5 roomed Wooden Bungalow, extra good order. State Advance approved, 15/6 weekly. Good situation. Impressive surroundings. Price £725.—A. W. COWLEY, Cr. Dee and Don Streets. Sp531 FOR SALE, Brick and Roughcast Bungalow 5 rooms, h. and c. water, electric light, porcelain bath and basin, wash-house, garage, 1 acre section. Waikiwi. Immediate possession. A gift at £850. Easy terms arranged.—ARTHUR WATSON, Agent, 18 Yarrow Street. FOR SALE, 147 acre Farm, 20 miles from Lorneville. Well fenced. 80 acres sown out. Balance good grazing. Price £7 per acre. Deposit £250.—ARTHUR WATSON, Agent, 18 Yarrow Street. "ROCKS," RIVERTON WE have been instructed to sell Three very desirable week-end Cottages in this favourite locality at £300, £375 and £600. We also offer two of the evening sections on the water front, £90 each and others also at very reasonable prices; also good section at Taramea Bay £80. Inspection and enquiries invited. W. A. OTT & CO., LTD., 7 Tay Street, Invercargill. 8805 URGENT SALE. FREEHOLD COUNTRY STORE doing good business in good district. Showing good turnover. NO REASONABLE OFFER REFUSED. HOSIE, THE LAND MAN. 8778 NORTHEND. FOUR ROOMED BUNGALOW. £650—BUYS an exceptionally tidy 4 roomed Wooden Bungalow in North End. Every convenience and in first class order. This property must be seen to be appreciated. Not one penny required to be spent on it. The place is honestly worth £750 today. Good terms. HOSIE, THE LAND MAN. 8778 HERE IS VALUE!! STOREY AND-HALF BUNGALOW FOR £600. BRICK AND ROUGHCAST BUNGALOW of six rooms in splendid order, with all modern conveniences, being sacrificed for £850. All good sized rooms. Enamelled range. Situated in South Invercargill, and four minutes' walk from tram. Garage. Large Freehold section over ¼ acre, in garden and orchard etc. Fowlhouse, etc. The price is very low but the vendor bought during the slump and wishing to sell quickly is passing on the benefit to the purchaser. First to inspect will buy. HOSIE, THE LAND MAN. 8772 BOWDEN'S MART, LTD. P.O. BOX 235. INVERCARGILL. Telephone 597 and 586. 200 ACRES freehold, 8 miles from Winton. Best land in Southland. Grows all crops to perfection and no better dairy farm anywhere. Dwelling of 6 rooms every convenience. Ideal range outbuildings. Price £20 per acre. Come on the most exacting inspect. This. 480 ACRES Freehold. Nice mutually dry sweet country, grows good wheat, oats, turnips, clover, grassed etc. Dwelling 5 rooms, every convenience. Large shearing shed and yards. Stable etc. Very handy station. Carries 550 ewes; few cows etc. besides cropping. Price £2000. Very easy terms to good man. State advance mortgage. Free amount of health owner would consider exchange for ewes and good home. BUNGALOWS—We have them. Immediate possession to—North, South and East Invercargill, at prices which will surprise you. We are able to arrange finance to help purchasers. 10 ACRES on footpath, five minutes from train and school, 8 rooms and every convenience. Price £1000. 5 ACRES, very handy. Dwelling five rooms, every convenience. Byre, car shed etc. £800. Come to Bowden's. Invest in Land, the solid security. Finance Arranged. "HOME FINANCE" Consult The Permanent Building Society FOR ADVICE as to the Simplest and Least expensive way of PAYING FOR A HOUSE. Ample Funds Available. E. B. PILCHER, R. C. COOK, Managing Director. Secretary, New Zealand Insurance Buildings, Esk Street. 7151 RUSSELL HOSIE, LTD. AUCTIONEERS, LAND AGENTS, COLONIAL CHAMBERS, INVERCARGILL. Members of the Real Estate Institute. R. Hosie, Private Phone 833. T. J. Breydon, A.R.E.I., Salesman. Private Phone 2500. LOST AND FOUND HORSE & COW COVERS, ETC. You want the best. We have them and at reasonable price. Call and inspect or write J. E. WATSON & CO., LTD. — [281, 47, 416, 1616]
tide-row: Oreti Beach 3.26 a.m. 3.46 p.m. — [983, 574, 1098, 584]
classified-ad: FOR SALE, Magneto Fordson Tractor. Price £35.—Apply Times Office. Sp533 — [422, 387, 555, 414]
tide-row: Bluff 5.00 a.m. 5.20 p.m. — [983, 601, 1098, 611]
ad: WE have been instructed to sell Three very desirable week-end Cottages in this favourite locality at £300, £375 and £600. We also offer two of the evening sections on the water front, £90 each and others also at very reasonable prices; also good section at Taramea Bay £80. Inspection and enquiries invited. W. A. OTT & CO., LTD., 7 Tay Street, Invercargill. 8805 — [281, 607, 415, 706]
classified-ad: WANTED, Companion Help for country; good home.—Apply "W. Y.," Times Office. 8697 — [12, 719, 142, 756]
classified-ad: WANTED, Youth for Farm, 15-17, able to milk.—Apply "R. S.," Times Office. Sp533 — [12, 161, 142, 189]
tide-row: Oreti Beach 2.45 a.m. 3.05 p.m. — [983, 530, 1098, 540]
section-heading: THE BAROMETER — [562, 312, 697, 326]
barometer-intro: In the following barometer readings taken at 1 o'clock each morning, barometer inches and the equivalent in millibars are shown. — [562, 327, 697, 355]
classified-ad: WANTED to Buy, One 24-48 Sales Piano Accordion; must be in good order.—J. Horne, Esk Street. Phone 2232. Sp522 — [150, 619, 275, 656]
price-row: 7 tubes 30in. long - 88/6 — [428, 1136, 513, 1147]
classified-ad: WANTED, Capable Girl for housework; no children.—Ring 447, Thornbury. 8770 — [12, 837, 142, 865]
classified-ad: HAVE the Electrical Equipment on your Car checked over by our experts.—Ross Mitchell, Don Street. — [150, 1236, 275, 1264]
classified-ad: FOR SALE, Two Sections, each 1/6th acre, Grace Street, near Conon Street, £75 each.—Carswell & Co., Ltd. Sn477 — [281, 110, 415, 146]
ad: FREEHOLD COUNTRY STORE doing good business in good district. Showing good turnover. NO REASONABLE OFFER REFUSED. HOSIE, THE LAND MAN. 8778 — [281, 723, 415, 777]
sun-row: September 22 6.07 a.m. 6.13 p.m. — [983, 680, 1100, 690]
classified-ad: FOR SALE, Oak Dropbead Sewing Machine, latest model (new), all attachments. Gift £15 cash.—Apply "F. D.," Times Office. 8782 — [422, 527, 556, 572]
classified-ad: EXPERIENCED Machine Shearer wants shearing at once; go anywhere. Own plant if necessary.—Ring Thornbury 5. Sp523 — [150, 109, 274, 154]
newspaper-title: THE SOUTHLAND TIMES, FRIDAY, SEPTEMBER 20, 1940 — [310, 22, 793, 41]
ad-title: TO ACCOUNTANTS. — [40, 1297, 114, 1307]
ad: FOR ADVICE as to the Simplest and Least expensive way of PAYING FOR A HOUSE. Ample Funds Available. E. B. PILCHER, R. C. COOK, Managing Director. Secretary, New Zealand Insurance Buildings, Esk Street. 7151 — [281, 1421, 415, 1484]
bluff-news-heading: BLUFF NEWS — [873, 48, 941, 89]
classified-ad: TO LET, Gladstone, Six roomed Flat, partly furnished, reasonable rent. Immediate possession.—Apply "V. W." Times Office. Sp519 — [150, 1540, 275, 1585]
classified-ad: WANTED, First-class MECHANIC.—Apply "P. X." Times Office. Sp531 — [12, 60, 142, 88]
classified-ad: WANTED URGENTLY, Small Farms 4, 5 to 20 acres, vicinity Invercargill. Cash buyers waiting.—P. H. NICHOLSON & CO. Sp515 — [150, 738, 275, 783]
classified-ad: WANTED to Buy, Child's medium-sized Tricycle, in good order.—T. R. Eastlake, Winton. 8784 — [150, 501, 274, 537]
sun-row: September 20 6.11 a.m. 6.11 p.m. — [983, 662, 1099, 672]
classified-ad: WANTED, Three or four tons Chaff. Send particulars to—"V. S.," Times Office. Sp529 — [150, 391, 274, 428]
classified-ad: WANTED URGENTLY in Gladstone —4 or 5 roomed Bungalow—small Section preferable. Spot cash client.—P. H. NICHOLSON & CO. Sp461 — [150, 1046, 274, 1091]
millibar-label: 1049 — [676, 374, 686, 380]
classified-ad: ALL Country Work catered for.—Odd Job Specialists. Phone 2666. — [150, 293, 274, 312]
classified-ad: WANTED, COMPETENT SASH MAKER and GLAZIER; steady employment to suitable man.—Apply G. POOLE & SONS, LTD., Yarrow Street. 8756 — [12, 631, 142, 677]
section-heading: WANTED TO BUY — [150, 378, 274, 390]
classified-ad: EXPERIENCED Cheese Factory Assistant open for engagement. State when to start.—Apply "T. Y.," Times Office. Sp528 — [150, 60, 274, 106]
classified-ad: CHEAP Suburban Property, 3 acres, 4 roomed house, wash-house, fowl house and pig houses. Price £300.—Apply "N. Y.," Times Office. Sn468 — [281, 149, 415, 195]
classified-ad: STRONG Girl (18) requires work as Housemaid in country; Western District preferred.—Apply "P. Y.," Times Office. Sp409 — [150, 205, 274, 242]
